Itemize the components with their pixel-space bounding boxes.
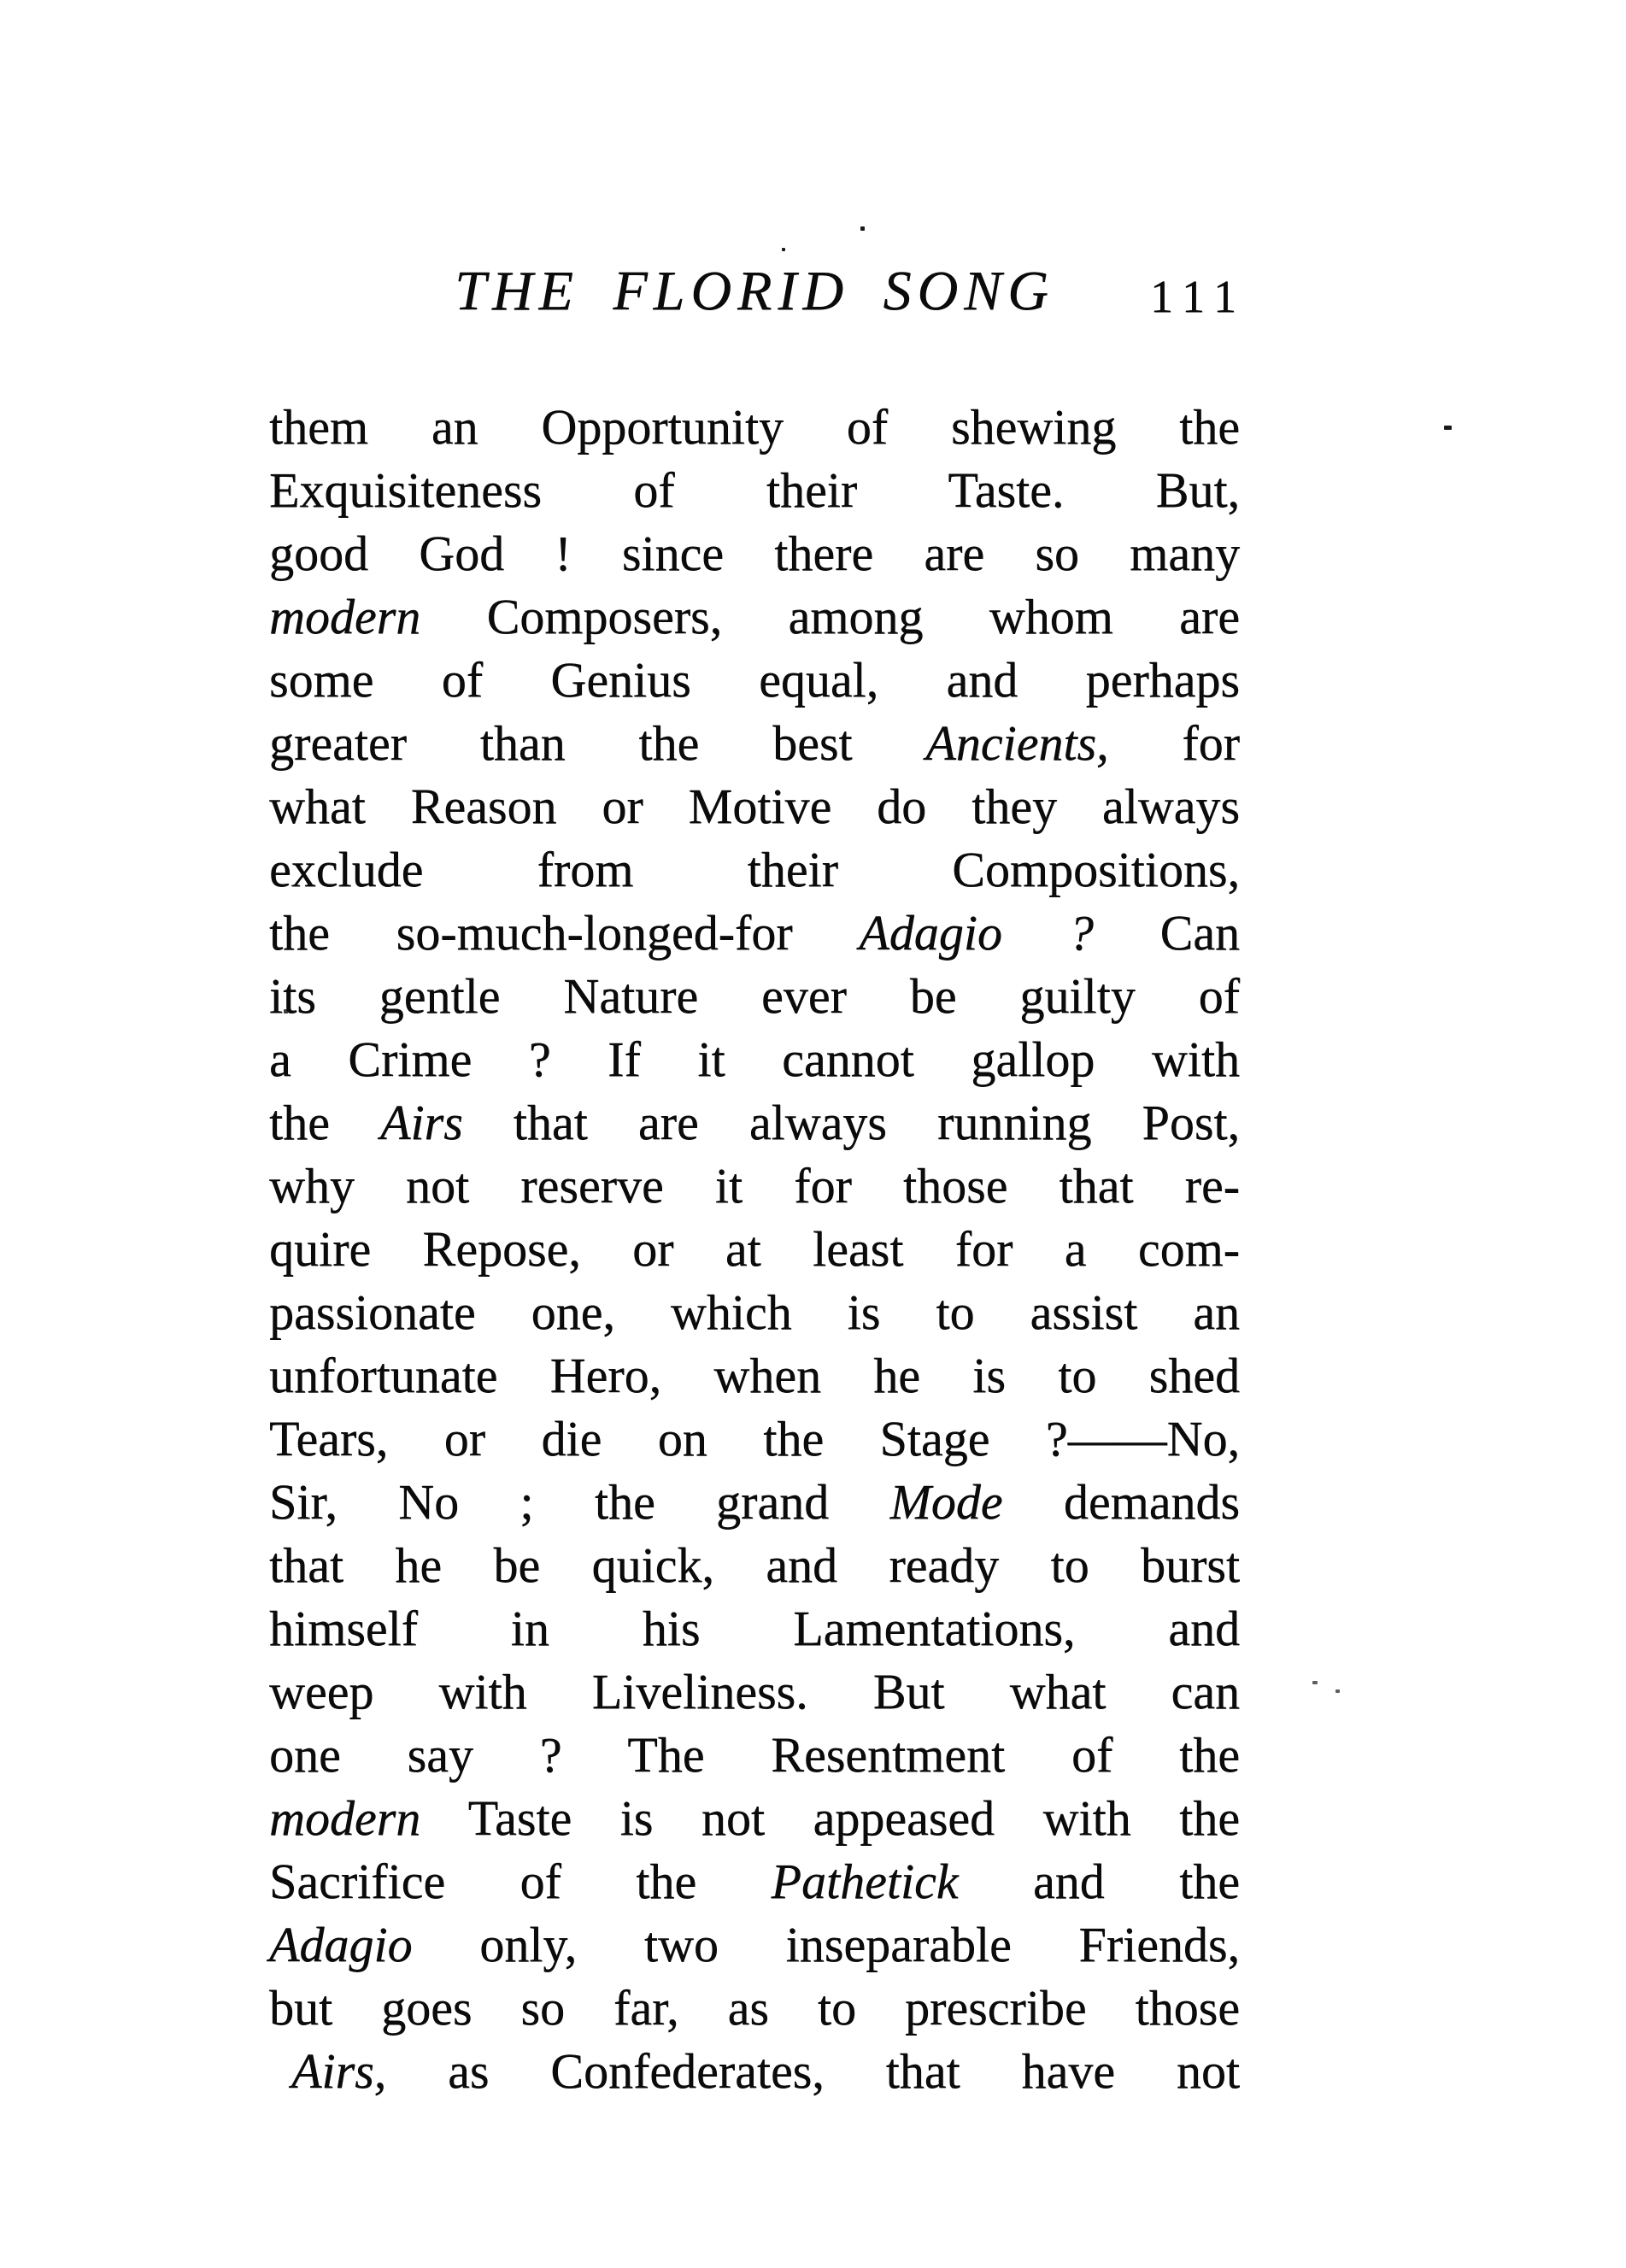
page-number: 111 bbox=[1150, 271, 1247, 322]
body-line bbox=[269, 1534, 1240, 1597]
italic-text-segment: Airs bbox=[379, 1095, 463, 1150]
body-line bbox=[269, 1344, 1240, 1407]
body-line bbox=[269, 1913, 1240, 1977]
text-segment: the so-much-longed-for bbox=[269, 905, 860, 961]
scan-speck bbox=[782, 248, 785, 251]
body-line bbox=[269, 965, 1240, 1028]
text-segment: for bbox=[1108, 715, 1240, 771]
text-segment: some of Genius equal, and perhaps bbox=[269, 652, 1240, 708]
text-segment: greater than the best bbox=[269, 715, 926, 771]
text-segment: Exquisiteness of their Taste. But, bbox=[269, 462, 1240, 518]
text-segment: them an Opportunity of shewing the bbox=[269, 399, 1240, 455]
text-segment: one say ? The Resentment of the bbox=[269, 1727, 1240, 1783]
body-line bbox=[269, 712, 1240, 775]
text-segment: what Reason or Motive do they always bbox=[269, 779, 1240, 834]
text-segment: Composers, among whom are bbox=[420, 589, 1240, 644]
body-line bbox=[269, 1724, 1240, 1787]
running-head bbox=[269, 260, 1247, 323]
body-line bbox=[269, 1155, 1240, 1218]
italic-text-segment: modern bbox=[269, 589, 421, 644]
italic-text-segment: Ancients, bbox=[925, 715, 1109, 771]
body-line bbox=[269, 902, 1240, 965]
body-line bbox=[269, 1091, 1240, 1155]
italic-text-segment: Adagio ? bbox=[859, 905, 1094, 961]
scan-speck bbox=[860, 226, 865, 231]
body-line bbox=[269, 2040, 1240, 2103]
text-segment: passionate one, which is to assist an bbox=[269, 1284, 1240, 1340]
text-segment: Taste is not appeased with the bbox=[420, 1790, 1240, 1846]
text-segment: a Crime ? If it cannot gallop with bbox=[269, 1031, 1240, 1087]
body-line bbox=[269, 1850, 1240, 1913]
body-line bbox=[269, 1407, 1240, 1471]
body-line bbox=[269, 838, 1240, 902]
italic-text-segment: Mode bbox=[889, 1474, 1003, 1530]
scan-speck bbox=[1335, 1689, 1340, 1693]
body-line bbox=[269, 1787, 1240, 1850]
text-segment: demands bbox=[1002, 1474, 1241, 1530]
italic-text-segment: Airs, bbox=[291, 2043, 387, 2099]
text-segment: why not reserve it for those that re- bbox=[269, 1158, 1240, 1213]
text-segment: and the bbox=[958, 1854, 1240, 1909]
text-segment: good God ! since there are so many bbox=[269, 526, 1240, 581]
scan-speck bbox=[1312, 1681, 1318, 1684]
italic-text-segment: Pathetick bbox=[771, 1854, 959, 1909]
text-segment: as Confederates, that have not bbox=[386, 2043, 1240, 2099]
text-segment: himself in his Lamentations, and bbox=[269, 1601, 1240, 1656]
text-segment: its gentle Nature ever be guilty of bbox=[269, 968, 1240, 1024]
body-line bbox=[269, 649, 1240, 712]
body-line bbox=[269, 1218, 1240, 1281]
text-segment: exclude from their Compositions, bbox=[269, 842, 1240, 897]
italic-text-segment: modern bbox=[269, 1790, 421, 1846]
text-segment: Tears, or die on the Stage ?——No, bbox=[269, 1411, 1240, 1466]
body-line bbox=[269, 585, 1240, 649]
text-segment: Sir, No ; the grand bbox=[269, 1474, 890, 1530]
body-line bbox=[269, 396, 1240, 459]
text-segment: unfortunate Hero, when he is to shed bbox=[269, 1348, 1240, 1403]
body-line bbox=[269, 775, 1240, 838]
body-line bbox=[269, 1977, 1240, 2040]
body-line bbox=[269, 1281, 1240, 1344]
text-segment: only, two inseparable Friends, bbox=[412, 1917, 1240, 1972]
body-line bbox=[269, 522, 1240, 585]
body-text-block bbox=[269, 396, 1240, 2103]
text-segment: quire Repose, or at least for a com- bbox=[269, 1221, 1240, 1277]
body-line bbox=[269, 1597, 1240, 1660]
text-segment: that he be quick, and ready to burst bbox=[269, 1537, 1240, 1593]
text-segment: Can bbox=[1093, 905, 1241, 961]
text-segment: but goes so far, as to prescribe those bbox=[269, 1980, 1240, 2036]
body-line bbox=[269, 459, 1240, 522]
body-line bbox=[269, 1028, 1240, 1091]
text-segment: weep with Liveliness. But what can bbox=[269, 1664, 1240, 1719]
text-segment: that are always running Post, bbox=[462, 1095, 1240, 1150]
scan-speck bbox=[1444, 426, 1452, 430]
text-segment: Sacrifice of the bbox=[269, 1854, 772, 1909]
body-line bbox=[269, 1471, 1240, 1534]
page-header-title: THE FLORID SONG bbox=[455, 260, 1054, 322]
body-line bbox=[269, 1660, 1240, 1724]
italic-text-segment: Adagio bbox=[269, 1917, 413, 1972]
text-segment: the bbox=[269, 1095, 380, 1150]
